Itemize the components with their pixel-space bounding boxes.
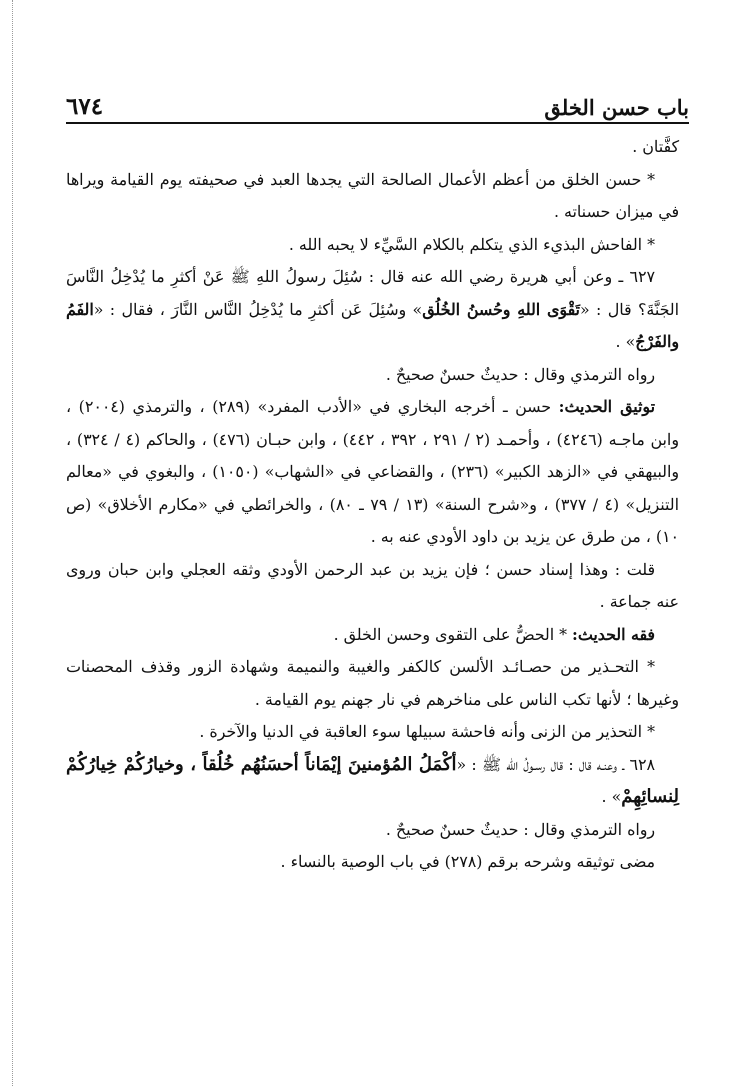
hadith-627-answer-1: تَقْوَى اللهِ وحُسنُ الخُلُق (422, 299, 580, 319)
page-content (66, 131, 679, 879)
hadith-627-answer-2: الفَمُ والفَرْجُ (66, 299, 679, 351)
hadith-627-end: » . (615, 332, 636, 351)
page-title: باب حسن الخلق (544, 95, 689, 120)
header-divider (66, 122, 689, 124)
paragraph-1: كفَّتان . (632, 137, 679, 156)
fiqh-text: * الحضُّ على التقوى وحسن الخلق . (333, 624, 573, 644)
hadith-628 (66, 749, 679, 814)
hadith-627-authentication (66, 391, 679, 554)
hadith-628-reference: مضى توثيقه وشرحه برقم (٢٧٨) في باب الوصية بالنساء . (280, 852, 655, 871)
author-comment: قلت : وهذا إسناد حسن ؛ فإن يزيد بن عبد الرحمن الأودي وثقه العجلي وابن حبان وروى عنه جماعة . (66, 559, 679, 611)
hadith-627-middle: » وسُئِلَ عَن أكثرِ ما يُدْخِلُ النَّاس النَّارَ ، فقال : « (93, 299, 423, 319)
hadith-628-end: » . (601, 787, 622, 806)
hadith-627-source: رواه الترمذي وقال : حديثٌ حسنٌ صحيحٌ . (385, 364, 655, 384)
fiqh-heading: فقه الحديث: (572, 624, 655, 644)
page-number: ٦٧٤ (66, 93, 104, 120)
fiqh-point-3: * التحذير من الزنى وأنه فاحشة سبيلها سوء العاقبة في الدنيا والآخرة . (199, 722, 655, 741)
hadith-628-text: أكْمَلُ المُؤمنينَ إيْمَاناً أحسَنُهُم خُلُقاً ، وخيارُكُمْ خِيارُكُمْ لِنسائِهِمْ (66, 753, 679, 807)
hadith-628-prefix: ٦٢٨ ـ وعنـه قال : قال رسـولُ الله ﷺ : « (456, 754, 655, 774)
hadith-628-source: رواه الترمذي وقال : حديثٌ حسنٌ صحيحٌ . (385, 819, 655, 839)
scan-margin-line (12, 0, 13, 1086)
authentication-text: حسن ـ أخرجه البخاري في «الأدب المفرد» (٢٨٩) ، والترمذي (٢٠٠٤) ، وابن ماجـه (٤٢٤٦) ، وأحمـد (٢ / ٢٩١ ، ٣٩٢ ، ٤٤٢) ، وابن حبـان (٤٧٦) ، والحاكم (٤ / ٣٢٤) ، والبيهقي في «الزهد الكبير» (٢٣٦) ، والقضاعي في «الشهاب» (١٠٥٠) ، والبغوي في «معالم التنزيل» (٤ / ٣٧٧) ، و«شرح السنة» (١٣ / ٧٩ ـ ٨٠) ، والخرائطي في «مكارم الأخلاق» (ص ١٠) ، من طرق عن يزيد بن داود الأودي عنه به . (66, 397, 680, 546)
fiqh-point-2: * التحـذير من حصـائـد الألسن كالكفر والغيبة والنميمة وشهادة الزور وقذف المحصنات وغيرها ؛ لأنها تكب الناس على مناخرهم في نار جهنم يوم القيامة . (66, 657, 679, 709)
page-footer-space (66, 1050, 679, 1051)
hadith-627 (66, 261, 679, 359)
authentication-heading: توثيق الحديث: (558, 397, 655, 416)
paragraph-2: * حسن الخلق من أعظم الأعمال الصالحة التي يجدها العبد في صحيفته يوم القيامة ويراها في ميزان حسناته . (66, 169, 679, 221)
paragraph-3: * الفاحش البذيء الذي يتكلم بالكلام السَّيِّء لا يحبه الله . (288, 234, 655, 254)
page-header (66, 78, 689, 118)
fiqh-section (66, 619, 679, 652)
hadith-627-prefix: ٦٢٧ ـ وعن أبي هريرة رضي الله عنه قال : سُئِلَ رسولُ اللهِ ﷺ عَنْ أكثرِ ما يُدْخِلُ النَّاسَ الجَنَّةَ؟ قال : « (66, 267, 679, 319)
